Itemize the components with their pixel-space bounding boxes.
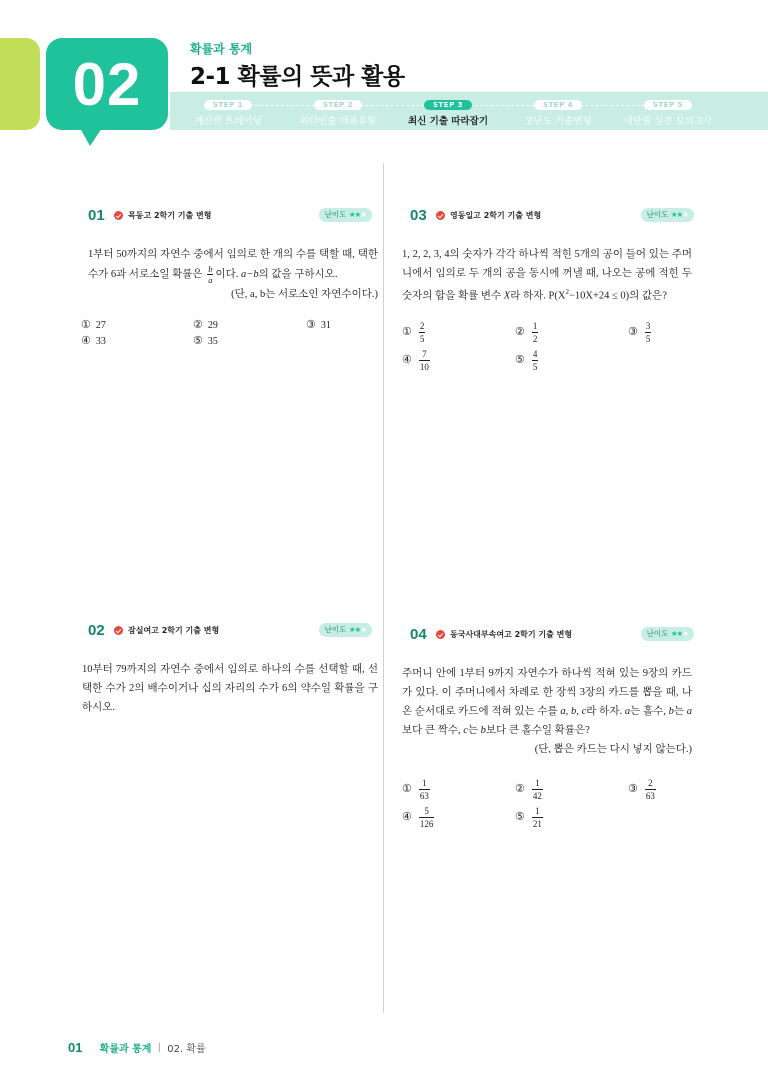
problem-number: 01 bbox=[88, 207, 105, 224]
difficulty-badge: 난이도 ★★★ bbox=[641, 627, 694, 641]
answer-choices bbox=[402, 320, 700, 380]
check-icon bbox=[436, 211, 445, 220]
problem-text: 10부터 79까지의 자연수 중에서 임의로 하나의 수를 선택할 때, 선택한 수가 2의 배수이거나 십의 자리의 수가 6의 약수일 확률을 구하시오. bbox=[82, 664, 378, 713]
problem-01 bbox=[81, 207, 378, 380]
difficulty-badge: 난이도 ★★★ bbox=[641, 208, 694, 222]
footer-subject: 확률과 통계 bbox=[99, 1044, 152, 1055]
step-3[interactable] bbox=[388, 92, 508, 127]
difficulty-badge: 난이도 ★★★ bbox=[319, 208, 372, 222]
choice-3[interactable]: ③ 31 bbox=[306, 319, 331, 332]
problem-number: 04 bbox=[410, 626, 427, 643]
step-tag: STEP 5 bbox=[644, 100, 692, 110]
problem-number: 03 bbox=[410, 207, 427, 224]
chapter-number: 02 bbox=[72, 51, 142, 118]
problem-note: (단, 뽑은 카드는 다시 넣지 않는다.) bbox=[534, 744, 692, 755]
footer-section: 02. 확률 bbox=[167, 1044, 206, 1055]
choice-5[interactable]: ⑤ $\frac{1}{21}$ bbox=[515, 806, 542, 829]
star-rating-icon: ★★★ bbox=[348, 625, 366, 634]
step-label: 최신 기출 따라잡기 bbox=[407, 116, 489, 127]
difficulty-badge: 난이도 ★★★ bbox=[319, 623, 372, 637]
problem-text: 1, 2, 2, 3, 4의 숫자가 각각 하나씩 적힌 5개의 공이 들어 있는 주머니에서 임의로 두 개의 공을 동시에 꺼낼 때, 나오는 공에 적힌 두 숫자의 합을 확률 변수 X라 하자. $P(X^2-10X+24 \le 0)$의 값은? bbox=[402, 249, 692, 302]
problem-source: 동국사대부속여고 2학기 기출 변형 bbox=[450, 630, 573, 639]
fraction: $\frac{b}{a}$ bbox=[208, 264, 213, 285]
step-label: 계산력 트레이닝 bbox=[194, 116, 262, 127]
step-tag: STEP 4 bbox=[534, 100, 582, 110]
problem-03 bbox=[402, 207, 700, 380]
step-1[interactable] bbox=[168, 92, 288, 127]
choice-2[interactable]: ② $\frac{1}{42}$ bbox=[515, 778, 542, 801]
star-rating-icon: ★★★ bbox=[670, 629, 688, 638]
choice-5[interactable]: ⑤ $\frac{4}{5}$ bbox=[515, 348, 538, 372]
subject-label: 확률과 통계 bbox=[190, 42, 253, 56]
step-2[interactable] bbox=[278, 92, 398, 127]
choice-1[interactable]: ① $\frac{1}{63}$ bbox=[402, 778, 429, 801]
step-label: 대단원 실전 모의고사 bbox=[623, 116, 713, 127]
check-icon bbox=[114, 211, 123, 220]
step-5[interactable] bbox=[608, 92, 728, 127]
choice-4[interactable]: ④ 33 bbox=[81, 335, 106, 348]
column-divider bbox=[383, 163, 384, 1013]
step-label: 최다빈출 대표유형 bbox=[299, 116, 377, 127]
choice-5[interactable]: ⑤ 35 bbox=[193, 335, 218, 348]
problem-header bbox=[88, 622, 378, 644]
star-rating-icon: ★★★ bbox=[670, 210, 688, 219]
step-label: 고난도 기출변형 bbox=[524, 116, 592, 127]
problem-text: 1부터 50까지의 자연수 중에서 임의로 한 개의 수를 택할 때, 택한 수가 6과 서로소일 확률은 $\frac{b}{a}$ 이다. a−b의 값을 구하시오. (단, a, b는 서로소인 자연수이다.) bbox=[88, 245, 378, 304]
side-tab-decoration bbox=[0, 38, 40, 130]
problem-04 bbox=[402, 626, 700, 837]
footer-separator: | bbox=[157, 1042, 162, 1053]
choice-3[interactable]: ③ $\frac{3}{5}$ bbox=[628, 320, 651, 344]
problem-number: 02 bbox=[88, 622, 105, 639]
problem-source: 목동고 2학기 기출 변형 bbox=[128, 211, 212, 220]
problem-header bbox=[410, 207, 700, 229]
step-4[interactable] bbox=[498, 92, 618, 127]
choice-3[interactable]: ③ $\frac{2}{63}$ bbox=[628, 778, 655, 801]
problem-note: (단, a, b는 서로소인 자연수이다.) bbox=[231, 289, 378, 300]
problem-02 bbox=[82, 622, 378, 717]
choice-4[interactable]: ④ $\frac{5}{126}$ bbox=[402, 806, 434, 829]
star-rating-icon: ★★★ bbox=[348, 210, 366, 219]
chapter-badge bbox=[46, 38, 168, 130]
choice-1[interactable]: ① 27 bbox=[81, 319, 106, 332]
check-icon bbox=[436, 630, 445, 639]
choice-1[interactable]: ① $\frac{2}{5}$ bbox=[402, 320, 425, 344]
choice-2[interactable]: ② 29 bbox=[193, 319, 218, 332]
step-tag: STEP 3 bbox=[424, 100, 472, 110]
problem-text: 주머니 안에 1부터 9까지 자연수가 하나씩 적혀 있는 9장의 카드가 있다. 이 주머니에서 차례로 한 장씩 3장의 카드를 뽑을 때, 나온 순서대로 카드에 적혀 있는 수를 a, b, c라 하자. a는 홀수, b는 a보다 큰 짝수, c는 b보다 큰 홀수일 확률은? (단, 뽑은 카드는 다시 넣지 않는다.) bbox=[402, 664, 692, 759]
step-navigation bbox=[170, 92, 768, 130]
answer-choices bbox=[81, 319, 378, 380]
step-tag: STEP 1 bbox=[204, 100, 252, 110]
answer-choices bbox=[402, 777, 700, 837]
problem-header bbox=[410, 626, 700, 648]
choice-4[interactable]: ④ $\frac{7}{10}$ bbox=[402, 348, 429, 372]
page-footer bbox=[68, 1040, 206, 1055]
problem-source: 영동일고 2학기 기출 변형 bbox=[450, 211, 542, 220]
step-tag: STEP 2 bbox=[314, 100, 362, 110]
choice-2[interactable]: ② $\frac{1}{2}$ bbox=[515, 320, 538, 344]
check-icon bbox=[114, 626, 123, 635]
problem-source: 잠실여고 2학기 기출 변형 bbox=[128, 626, 220, 635]
page-title: 2-1 확률의 뜻과 활용 bbox=[190, 64, 405, 90]
page-number: 01 bbox=[68, 1040, 83, 1055]
problem-header bbox=[88, 207, 378, 229]
